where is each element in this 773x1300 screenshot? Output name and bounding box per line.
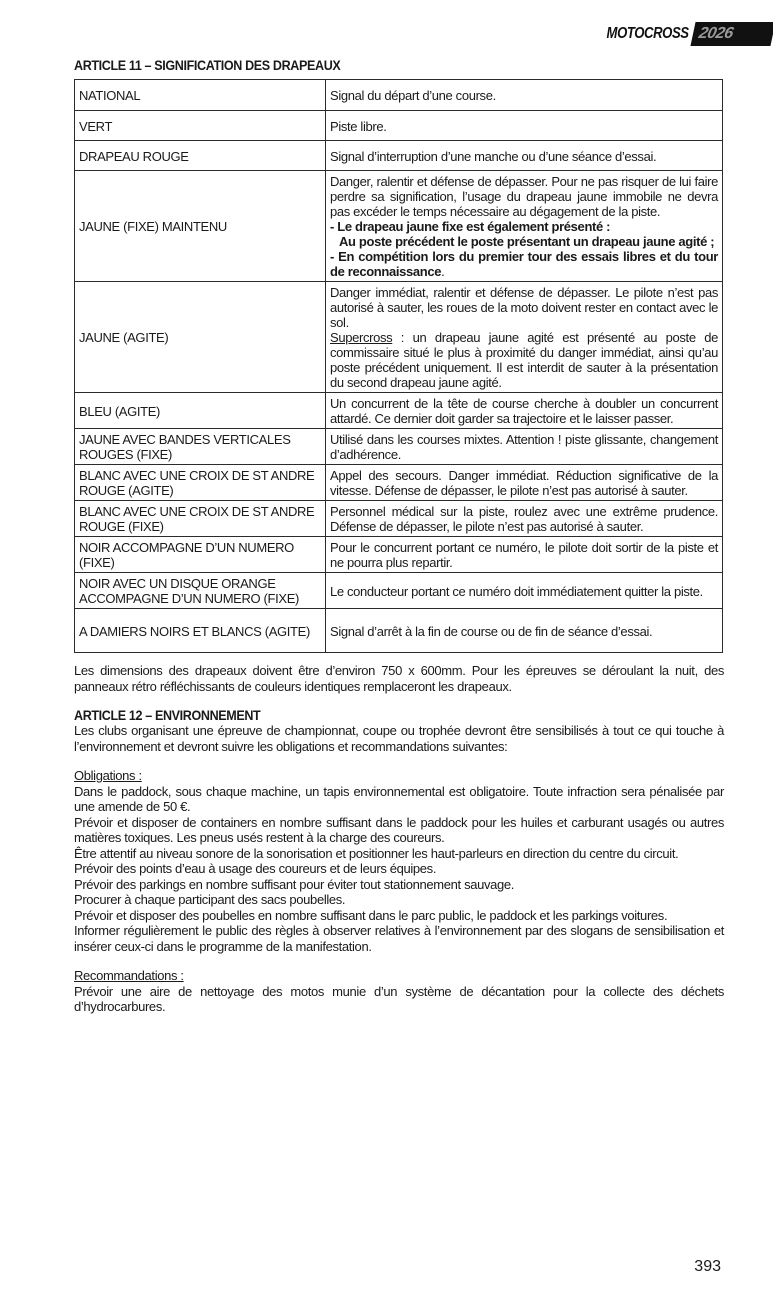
table-row <box>75 465 723 501</box>
article-11-title: ARTICLE 11 – SIGNIFICATION DES DRAPEAUX <box>74 58 341 73</box>
flag-description: Personnel médical sur la piste, roulez avec une extrême prudence. Défense de dépasser, le pilote n’est pas autorisé à sauter. <box>326 501 723 537</box>
flag-name: A DAMIERS NOIRS ET BLANCS (AGITE) <box>75 609 326 653</box>
flag-description: Le conducteur portant ce numéro doit immédiatement quitter la piste. <box>326 573 723 609</box>
page-number: 393 <box>694 1258 721 1275</box>
flag-description: Signal d’interruption d’une manche ou d’une séance d’essai. <box>326 141 723 171</box>
flag-name: JAUNE (AGITE) <box>75 282 326 393</box>
table-row <box>75 609 723 653</box>
obligations-label <box>74 768 724 784</box>
brand-year: 2026 <box>691 22 773 46</box>
flag-name: NATIONAL <box>75 80 326 111</box>
flag-description: Un concurrent de la tête de course cherche à doubler un concurrent attardé. Ce dernier doit garder sa trajectoire et le laisser passer. <box>326 393 723 429</box>
flag-note-bold: - En compétition lors du premier tour des essais libres et du tour de reconnaissance <box>330 249 718 279</box>
table-row <box>75 282 723 393</box>
obligation-item: Être attentif au niveau sonore de la sonorisation et positionner les haut-parleurs en direction du centre du circuit. <box>74 845 679 861</box>
flag-name: BLANC AVEC UNE CROIX DE ST ANDRE ROUGE (AGITE) <box>75 465 326 501</box>
table-row <box>75 141 723 171</box>
flag-description-text: Danger immédiat, ralentir et défense de dépasser. Le pilote n’est pas autorisé à sauter, les roues de la moto doivent rester en contact avec le sol. <box>330 285 718 330</box>
supercross-text: : un drapeau jaune agité est présenté au poste de commissaire situé le plus à proximité du danger immédiat, ainsi qu’au poste précédent uniquement. Il est interdit de sauter à la présentation du second drapeau jaune agité. <box>330 330 718 390</box>
obligation-item: Prévoir et disposer de containers en nombre suffisant dans le paddock pour les huiles et carburant usagés ou autres matières toxiques. Les pneus usés restent à la charge des coureurs. <box>74 814 724 845</box>
flags-table <box>74 79 723 653</box>
flag-name: VERT <box>75 111 326 141</box>
recommandations-label <box>74 968 724 984</box>
flag-description <box>326 171 723 282</box>
table-row <box>75 393 723 429</box>
recommandation-item: Prévoir une aire de nettoyage des motos munie d’un système de décantation pour la collecte des déchets d’hydrocarbures. <box>74 983 724 1014</box>
obligation-item: Prévoir des points d’eau à usage des coureurs et de leurs équipes. <box>74 861 437 876</box>
brand-title: MOTOCROSS <box>606 25 689 42</box>
table-row <box>75 171 723 282</box>
flag-name: JAUNE (FIXE) MAINTENU <box>75 171 326 282</box>
obligations-heading: Obligations : <box>74 768 142 783</box>
flag-dimensions-note: Les dimensions des drapeaux doivent être d’environ 750 x 600mm. Pour les épreuves se déroulant la nuit, des panneaux rétro réfléchissants de couleurs identiques remplaceront les drapeaux. <box>74 663 724 694</box>
obligation-item: Informer régulièrement le public des règles à observer relatives à l’environnement par des slogans de sensibilisation et insérer ceux-ci dans le programme de la manifestation. <box>74 923 724 954</box>
flag-name: NOIR AVEC UN DISQUE ORANGE ACCOMPAGNE D’UN NUMERO (FIXE) <box>75 573 326 609</box>
flag-name: DRAPEAU ROUGE <box>75 141 326 171</box>
flag-note-end: . <box>441 264 445 279</box>
flag-name: NOIR ACCOMPAGNE D’UN NUMERO (FIXE) <box>75 537 326 573</box>
table-row <box>75 501 723 537</box>
page-content <box>74 58 724 1015</box>
flag-description: Piste libre. <box>326 111 723 141</box>
brand-header <box>588 22 773 46</box>
flag-description: Signal du départ d’une course. <box>326 80 723 111</box>
flag-note-bold: - Le drapeau jaune fixe est également présenté : <box>330 219 611 234</box>
flag-description: Utilisé dans les courses mixtes. Attention ! piste glissante, changement d’adhérence. <box>326 429 723 465</box>
flag-name: BLEU (AGITE) <box>75 393 326 429</box>
table-row <box>75 429 723 465</box>
recommandations-heading: Recommandations : <box>74 968 184 983</box>
table-row <box>75 537 723 573</box>
flag-description-text: Danger, ralentir et défense de dépasser. Pour ne pas risquer de lui faire perdre sa signification, l’usage du drapeau jaune immobile ne devra pas excéder le temps nécessaire au dégagement de la piste. <box>330 174 718 219</box>
table-row <box>75 573 723 609</box>
obligation-item: Procurer à chaque participant des sacs poubelles. <box>74 892 346 907</box>
obligation-item: Dans le paddock, sous chaque machine, un tapis environnemental est obligatoire. Toute infraction sera pénalisée par une amende de 50 €. <box>74 783 724 814</box>
flag-note-bold: Au poste précédent le poste présentant un drapeau jaune agité ; <box>339 234 715 249</box>
supercross-label: Supercross <box>330 330 393 345</box>
article-12-intro: Les clubs organisant une épreuve de championnat, coupe ou trophée devront être sensibilisés à tout ce qui touche à l’environnement et devront suivre les obligations et recommandations suivantes: <box>74 723 724 754</box>
flag-description: Appel des secours. Danger immédiat. Réduction significative de la vitesse. Défense de dépasser, le pilote n’est pas autorisé à sauter. <box>326 465 723 501</box>
flag-name: BLANC AVEC UNE CROIX DE ST ANDRE ROUGE (FIXE) <box>75 501 326 537</box>
table-row <box>75 80 723 111</box>
flag-name: JAUNE AVEC BANDES VERTICALES ROUGES (FIXE) <box>75 429 326 465</box>
table-row <box>75 111 723 141</box>
obligation-item: Prévoir et disposer des poubelles en nombre suffisant dans le parc public, le paddock et les parkings voitures. <box>74 907 668 923</box>
supercross-note <box>330 330 718 390</box>
article-12-title: ARTICLE 12 – ENVIRONNEMENT <box>74 708 261 723</box>
flag-note-line <box>330 249 718 279</box>
flag-description: Signal d’arrêt à la fin de course ou de fin de séance d’essai. <box>326 609 723 653</box>
flag-description: Pour le concurrent portant ce numéro, le pilote doit sortir de la piste et ne pourra plus repartir. <box>326 537 723 573</box>
obligation-item: Prévoir des parkings en nombre suffisant pour éviter tout stationnement sauvage. <box>74 876 515 892</box>
flag-description <box>326 282 723 393</box>
